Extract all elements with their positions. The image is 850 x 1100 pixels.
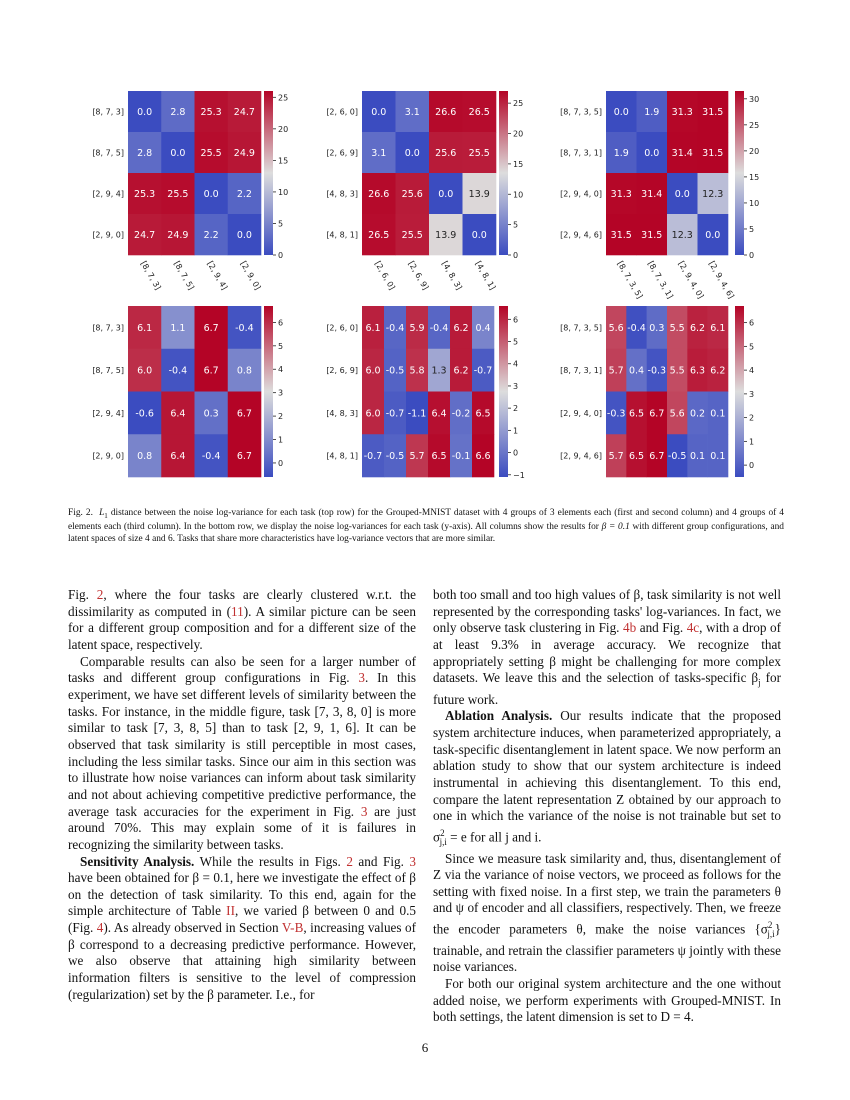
colorbar-tick-label: 3: [749, 389, 755, 399]
cell-value-label: -0.6: [135, 408, 154, 420]
cell-value-label: 0.0: [203, 189, 219, 200]
colorbar-tick-label: 2: [513, 404, 519, 414]
y-tick-label: [4, 8, 1]: [326, 230, 358, 240]
y-tick-label: [2, 9, 0]: [92, 230, 124, 240]
cell-value-label: 0.1: [710, 408, 726, 420]
cell-value-label: 6.2: [710, 365, 726, 377]
x-tick-label: [2, 9, 4, 6]: [707, 259, 736, 301]
cell-value-label: -0.4: [235, 322, 254, 334]
figure-link[interactable]: 2: [96, 587, 104, 602]
cell-value-label: 1.9: [644, 107, 660, 118]
heatmap-top-middle: [326, 91, 523, 291]
colorbar-tick-label: 2: [278, 412, 284, 422]
cell-value-label: 6.1: [137, 322, 153, 334]
y-tick-label: [8, 7, 3, 1]: [560, 148, 602, 158]
colorbar: [264, 91, 273, 255]
cell-value-label: 3.1: [404, 107, 420, 118]
y-tick-label: [4, 8, 1]: [326, 451, 358, 461]
cell-value-label: 6.5: [628, 451, 645, 463]
figure-link[interactable]: 3: [360, 803, 368, 819]
cell-value-label: 5.7: [608, 365, 624, 377]
colorbar-tick-label: 20: [278, 124, 289, 134]
cell-value-label: 5.9: [409, 322, 425, 334]
cell-value-label: 31.4: [641, 189, 663, 200]
colorbar: [735, 306, 744, 477]
y-tick-label: [2, 9, 4]: [92, 189, 124, 199]
colorbar-tick-label: 6: [278, 318, 284, 328]
cell-value-label: 25.5: [468, 148, 490, 159]
x-tick-label: [2, 9, 4]: [205, 259, 230, 292]
y-tick-label: [8, 7, 5]: [92, 366, 124, 376]
cell-value-label: 24.7: [233, 107, 255, 118]
figure-link[interactable]: 4: [96, 920, 104, 936]
cell-value-label: 6.4: [170, 408, 186, 420]
cell-value-label: 6.7: [203, 365, 219, 377]
paragraph: Since we measure task similarity and, thus, disentanglement of Z via the variance of noise vectors, we proceed as follows for the setting with fixed noise. In a first step, we train the parameters θ and ψ of encoder and all classifiers, respectively. Then, we freeze the encoder parameters θ, make the noise variances $\{\sigma^2_{j,i}\}$ trainable, and retrain the classifier parameters ψ jointly with these noise variances.: [433, 850, 781, 975]
colorbar-tick-label: 10: [278, 187, 289, 197]
cell-value-label: -1.1: [407, 408, 427, 420]
x-tick-label: [8, 7, 3, 1]: [646, 259, 675, 301]
cell-value-label: 5.8: [409, 365, 425, 377]
colorbar-tick-label: 10: [513, 190, 524, 200]
cell-value-label: 6.7: [203, 322, 219, 334]
paragraph: For both our original system architecture and the one without added noise, we perform experiments with Grouped-MNIST. In both settings, the latent dimension is set to D = 4.: [433, 976, 781, 1025]
heatmap-top-right: [560, 91, 759, 300]
colorbar-tick-label: 3: [278, 388, 284, 398]
cell-value-label: 1.3: [431, 365, 447, 377]
colorbar: [499, 91, 508, 255]
x-tick-label: [4, 8, 3]: [440, 259, 464, 292]
cell-value-label: 5.5: [669, 322, 685, 334]
cell-value-label: 25.5: [167, 189, 189, 200]
y-tick-label: [8, 7, 3, 5]: [560, 323, 602, 333]
colorbar-tick-label: 3: [513, 381, 519, 391]
colorbar-tick-label: 2: [749, 413, 755, 423]
cell-value-label: 0.3: [649, 322, 665, 334]
section-heading: Ablation Analysis.: [445, 708, 553, 724]
cell-value-label: 6.5: [475, 408, 491, 420]
colorbar-tick-label: 20: [513, 129, 524, 139]
y-tick-label: [4, 8, 3]: [326, 189, 358, 199]
caption-lead: Fig. 2.: [68, 508, 93, 518]
cell-value-label: 0.0: [644, 148, 660, 159]
cell-value-label: 0.4: [475, 322, 491, 334]
y-tick-label: [8, 7, 3, 1]: [560, 366, 602, 376]
cell-value-label: 0.0: [705, 230, 721, 241]
cell-value-label: 5.7: [409, 451, 425, 463]
cell-value-label: 26.6: [368, 189, 390, 200]
colorbar-tick-label: 4: [278, 365, 284, 375]
cell-value-label: -0.4: [201, 451, 221, 463]
colorbar-tick-label: 6: [749, 318, 755, 328]
x-tick-label: [2, 6, 9]: [406, 259, 431, 292]
y-tick-label: [2, 9, 4, 6]: [560, 230, 602, 240]
colorbar-tick-label: 5: [278, 341, 284, 351]
cell-value-label: 1.9: [613, 148, 629, 159]
section-heading: Sensitivity Analysis.: [80, 853, 195, 869]
left-column: [68, 587, 416, 1003]
paragraph: Sensitivity Analysis. While the results in Figs. 2 and Fig. 3 have been obtained for β = 0.1, here we investigate the effect of β on the detection of task similarity. To this end, again for the simple architecture of Table II, we varied β between 0 and 0.5 (Fig. 4). As already observed in Section V-B, increasing values of β correspond to a decreasing predictive performance. However, we also observe that attaining high similarity between information filters is sensitive to the level of compression (regularization) set by the β parameter. I.e., for: [68, 853, 416, 1002]
cell-value-label: 6.1: [365, 322, 381, 334]
cell-value-label: -0.7: [473, 365, 493, 377]
cell-value-label: 31.5: [610, 230, 632, 241]
heatmap-bottom-middle: [326, 306, 524, 480]
y-tick-label: [8, 7, 5]: [92, 148, 124, 158]
cell-value-label: -0.5: [667, 451, 687, 463]
cell-value-label: -0.4: [168, 365, 188, 377]
cell-value-label: 5.6: [608, 322, 624, 334]
y-tick-label: [8, 7, 3]: [92, 107, 124, 117]
caption-text-2: with different group configurations, and latent spaces of size 4 and 6. Tasks that share more characteristics have log-variance vectors that are more similar.: [68, 522, 784, 545]
cell-value-label: 25.3: [200, 107, 222, 118]
heatmap-top-left: [92, 91, 288, 291]
cell-value-label: 6.0: [365, 408, 381, 420]
colorbar-tick-label: 0: [513, 251, 519, 260]
cell-value-label: 6.2: [453, 322, 469, 334]
cell-value-label: -0.4: [429, 322, 449, 334]
x-tick-label: [2, 9, 4, 0]: [676, 259, 706, 301]
cell-value-label: 2.8: [170, 107, 186, 118]
y-tick-label: [2, 9, 0]: [92, 451, 124, 461]
x-tick-label: [8, 7, 3, 5]: [615, 259, 645, 301]
cell-value-label: -0.3: [647, 365, 667, 377]
cell-value-label: 12.3: [671, 230, 693, 241]
cell-value-label: 31.5: [641, 230, 663, 241]
cell-value-label: 24.9: [167, 230, 189, 241]
cell-value-label: -0.4: [627, 322, 646, 334]
colorbar-tick-label: 1: [749, 437, 755, 447]
colorbar-tick-label: 30: [749, 94, 760, 104]
colorbar: [735, 91, 744, 255]
x-tick-label: [4, 8, 1]: [473, 259, 498, 292]
colorbar-tick-label: 0: [513, 448, 519, 458]
colorbar-tick-label: 4: [513, 359, 519, 369]
y-tick-label: [2, 6, 9]: [326, 148, 358, 158]
cell-value-label: -0.5: [385, 451, 405, 463]
cell-value-label: 31.5: [702, 148, 724, 159]
cell-value-label: 25.5: [200, 148, 222, 159]
figure-link[interactable]: 2: [346, 853, 353, 869]
cell-value-label: 0.4: [628, 365, 645, 377]
cell-value-label: 12.3: [702, 189, 724, 200]
section-link[interactable]: V-B: [281, 920, 304, 936]
figure-link[interactable]: 3: [358, 670, 366, 686]
cell-value-label: 31.3: [671, 107, 693, 118]
paragraph: both too small and too high values of β, task similarity is not well represented by the corresponding tasks' log-variances. In fact, we only observe task clustering in Fig. 4b and Fig. 4c, with a drop of at least 9.3% in average accuracy. We recognize that appropriately setting β might be challenging for more complex datasets. We leave this and the selection of tasks-specific $\beta_j$ for future work.: [433, 587, 781, 707]
colorbar-tick-label: 25: [749, 120, 760, 130]
colorbar-tick-label: 5: [749, 342, 755, 352]
y-tick-label: [2, 6, 9]: [326, 366, 358, 376]
cell-value-label: 6.7: [236, 408, 252, 420]
cell-value-label: 6.3: [689, 365, 706, 377]
figure-link[interactable]: 3: [409, 853, 416, 869]
colorbar-tick-label: 15: [749, 172, 760, 182]
figure-caption: [68, 508, 784, 546]
cell-value-label: 6.7: [236, 451, 252, 463]
cell-value-label: -0.2: [451, 408, 471, 420]
cell-value-label: 6.1: [710, 322, 726, 334]
colorbar-tick-label: 10: [749, 198, 760, 208]
cell-value-label: 0.0: [236, 230, 252, 241]
cell-value-label: 5.5: [669, 365, 685, 377]
figure-link[interactable]: 4b: [623, 620, 637, 636]
colorbar-tick-label: 25: [513, 99, 524, 109]
cell-value-label: 25.6: [401, 189, 423, 200]
cell-value-label: 26.5: [468, 107, 490, 118]
caption-text-1: distance between the noise log-variance for each task (top row) for the Grouped-MNIST dataset with 4 groups of 3 elements each (first and second column) and 4 groups of 4 elements each (third column). In the bottom row, we display the noise log-variances for each task (y-axis). All columns show the results for: [68, 508, 784, 533]
cell-value-label: 6.0: [137, 365, 153, 377]
cell-value-label: 6.4: [431, 408, 447, 420]
cell-value-label: 0.0: [170, 148, 186, 159]
colorbar-tick-label: 6: [513, 315, 519, 325]
heatmap-bottom-right: [560, 306, 754, 477]
colorbar-tick-label: 5: [749, 224, 755, 234]
colorbar-tick-label: 25: [278, 93, 289, 103]
colorbar-tick-label: 20: [749, 146, 760, 156]
cell-value-label: 25.3: [134, 189, 156, 200]
cell-value-label: 0.0: [137, 107, 153, 118]
colorbar-tick-label: 4: [749, 366, 755, 376]
cell-value-label: 6.2: [453, 365, 469, 377]
y-tick-label: [2, 9, 4]: [92, 408, 124, 418]
heatmap-bottom-left: [92, 306, 283, 477]
colorbar-tick-label: 0: [749, 461, 755, 471]
cell-value-label: 31.4: [671, 148, 693, 159]
cell-value-label: 0.8: [236, 365, 252, 377]
colorbar-tick-label: 0: [749, 251, 755, 260]
x-tick-label: [8, 7, 3]: [138, 259, 163, 292]
cell-value-label: 13.9: [435, 230, 457, 241]
colorbar: [264, 306, 273, 477]
cell-value-label: -0.7: [385, 408, 405, 420]
cell-value-label: 0.0: [471, 230, 487, 241]
cell-value-label: 0.0: [674, 189, 690, 200]
cell-value-label: 6.7: [649, 451, 665, 463]
cell-value-label: 6.5: [431, 451, 447, 463]
cell-value-label: 6.2: [689, 322, 706, 334]
x-tick-label: [2, 6, 0]: [373, 259, 397, 292]
cell-value-label: 0.0: [438, 189, 454, 200]
cell-value-label: 2.2: [203, 230, 219, 241]
cell-value-label: -0.1: [451, 451, 471, 463]
cell-value-label: 6.0: [365, 365, 381, 377]
table-link[interactable]: II: [226, 903, 235, 919]
cell-value-label: 1.1: [170, 322, 186, 334]
caption-symbol: L: [99, 508, 105, 518]
colorbar-tick-label: 0: [278, 251, 284, 260]
paragraph: Comparable results can also be seen for a larger number of tasks and different group configurations in Fig. 3. In this experiment, we have set different levels of similarity between the tasks. For instance, in the middle figure, task [7, 3, 8, 0] is more similar to task [7, 3, 8, 5] than to task [2, 9, 1, 6]. It can be observed that task similarity is still perceptible in most cases, including the less similar tasks. Since our aim in this section was to illustrate how noise variances can inform about task similarity and not about achieving competitive predictive performance, the average task accuracies for the experiment in Fig. 3 are just around 70%. This may explain some of it is failures in recognizing the similarity between tasks.: [68, 653, 417, 852]
cell-value-label: 2.8: [137, 148, 153, 159]
colorbar-tick-label: 5: [513, 337, 519, 347]
cell-value-label: 0.3: [203, 408, 219, 420]
colorbar: [499, 306, 508, 477]
cell-value-label: 26.6: [435, 107, 457, 118]
y-tick-label: [8, 7, 3, 5]: [560, 107, 602, 117]
colorbar-tick-label: 15: [513, 159, 524, 169]
caption-subscript: 1: [104, 511, 108, 520]
cell-value-label: 0.1: [710, 451, 726, 463]
cell-value-label: 31.3: [610, 189, 632, 200]
y-tick-label: [8, 7, 3]: [92, 323, 124, 333]
figure-2: [0, 0, 850, 500]
colorbar-tick-label: 5: [278, 219, 284, 229]
y-tick-label: [2, 9, 4, 0]: [560, 189, 602, 199]
y-tick-label: [4, 8, 3]: [326, 408, 358, 418]
colorbar-tick-label: 5: [513, 220, 519, 230]
equation-link[interactable]: 11: [231, 603, 244, 619]
cell-value-label: 25.5: [401, 230, 423, 241]
cell-value-label: 6.7: [649, 408, 665, 420]
cell-value-label: 5.7: [608, 451, 624, 463]
cell-value-label: -0.5: [385, 365, 405, 377]
y-tick-label: [2, 9, 4, 0]: [560, 408, 602, 418]
cell-value-label: 6.5: [628, 408, 645, 420]
right-column: [433, 587, 781, 1026]
cell-value-label: 31.5: [702, 107, 724, 118]
cell-value-label: 25.6: [435, 148, 457, 159]
colorbar-tick-label: 1: [278, 435, 284, 445]
cell-value-label: 2.2: [236, 189, 252, 200]
cell-value-label: -0.3: [606, 408, 626, 420]
cell-value-label: 5.6: [669, 408, 685, 420]
colorbar-tick-label: 1: [513, 426, 519, 436]
cell-value-label: 13.9: [468, 189, 490, 200]
paragraph: Ablation Analysis. Our results indicate that the proposed system architecture induces, when parameterized appropriately, a task-specific disentanglement in latent space. We now perform an ablation study to show that our system architecture is indeed instrumental in achieving this disentanglement. To this end, compare the latent representation Z obtained by our approach to one in which the variance of the noise is not trainable but set to $\sigma^2_{j,i} = e$ for all j and i.: [433, 708, 781, 847]
colorbar-tick-label: 0: [278, 458, 284, 468]
y-tick-label: [2, 6, 0]: [326, 107, 358, 117]
x-tick-label: [8, 7, 5]: [172, 259, 196, 292]
cell-value-label: 6.6: [475, 451, 491, 463]
cell-value-label: 0.2: [689, 408, 706, 420]
cell-value-label: 0.0: [613, 107, 629, 118]
cell-value-label: 26.5: [368, 230, 390, 241]
cell-value-label: 0.8: [137, 451, 153, 463]
x-tick-label: [2, 9, 0]: [238, 259, 263, 292]
cell-value-label: 6.4: [170, 451, 186, 463]
colorbar-tick-label: −1: [513, 470, 525, 480]
cell-value-label: -0.7: [363, 451, 383, 463]
cell-value-label: 0.1: [689, 451, 706, 463]
cell-value-label: 3.1: [371, 148, 387, 159]
cell-value-label: 0.0: [371, 107, 387, 118]
cell-value-label: -0.4: [385, 322, 405, 334]
y-tick-label: [2, 6, 0]: [326, 323, 358, 333]
paragraph: Fig. 2, where the four tasks are clearly clustered w.r.t. the dissimilarity as computed in (11). A similar picture can be seen for a different group composition and for a different size of the latent space, respectively.: [68, 587, 416, 652]
colorbar-tick-label: 15: [278, 156, 289, 166]
figure-link[interactable]: 4c: [686, 620, 700, 636]
y-tick-label: [2, 9, 4, 6]: [560, 451, 602, 461]
caption-beta: β = 0.1: [601, 522, 630, 533]
cell-value-label: 0.0: [404, 148, 420, 159]
page-number: 6: [421, 1040, 429, 1055]
cell-value-label: 24.7: [134, 230, 156, 241]
cell-value-label: 24.9: [233, 148, 255, 159]
